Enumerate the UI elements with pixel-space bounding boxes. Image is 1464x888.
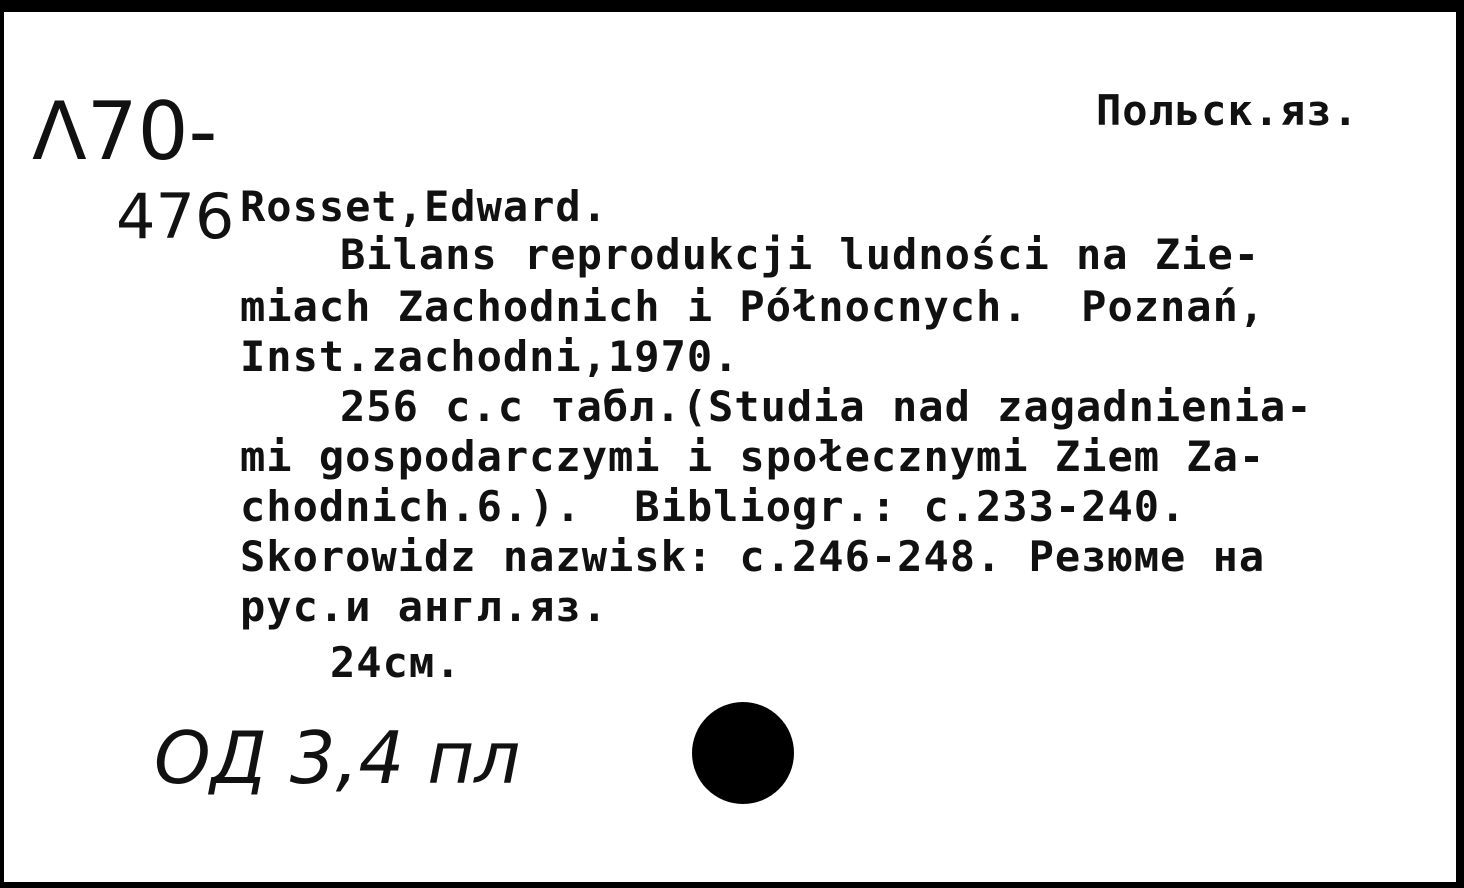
card-top-edge bbox=[4, 6, 1456, 12]
title-line-2: miach Zachodnich i Północnych. Poznań, bbox=[240, 282, 1266, 331]
catalog-card bbox=[4, 6, 1456, 882]
punch-hole bbox=[692, 702, 794, 804]
imprint-line: Inst.zachodni,1970. bbox=[240, 332, 740, 381]
size-line: 24см. bbox=[330, 638, 462, 687]
call-number-line-1: Λ70- bbox=[32, 85, 218, 178]
title-line-1: Bilans reprodukcji ludności na Zie- bbox=[340, 230, 1261, 279]
series-line-2: chodnich.6.). Bibliogr.: с.233-240. bbox=[240, 482, 1187, 531]
series-line-1: mi gospodarczymi i społecznymi Ziem Za- bbox=[240, 432, 1266, 481]
subject-heading: Польск.яз. bbox=[1096, 86, 1359, 135]
author-line: Rosset,Edward. bbox=[240, 182, 609, 231]
pagination-line: 256 с.с табл.(Studia nad zagadnienia- bbox=[340, 382, 1313, 431]
call-number-line-2: 476 bbox=[116, 180, 235, 253]
shelf-mark: ОД 3,4 пл bbox=[154, 716, 521, 800]
summary-line: рус.и англ.яз. bbox=[240, 582, 609, 631]
index-line: Skorowidz nazwisk: с.246-248. Резюме на bbox=[240, 532, 1266, 581]
